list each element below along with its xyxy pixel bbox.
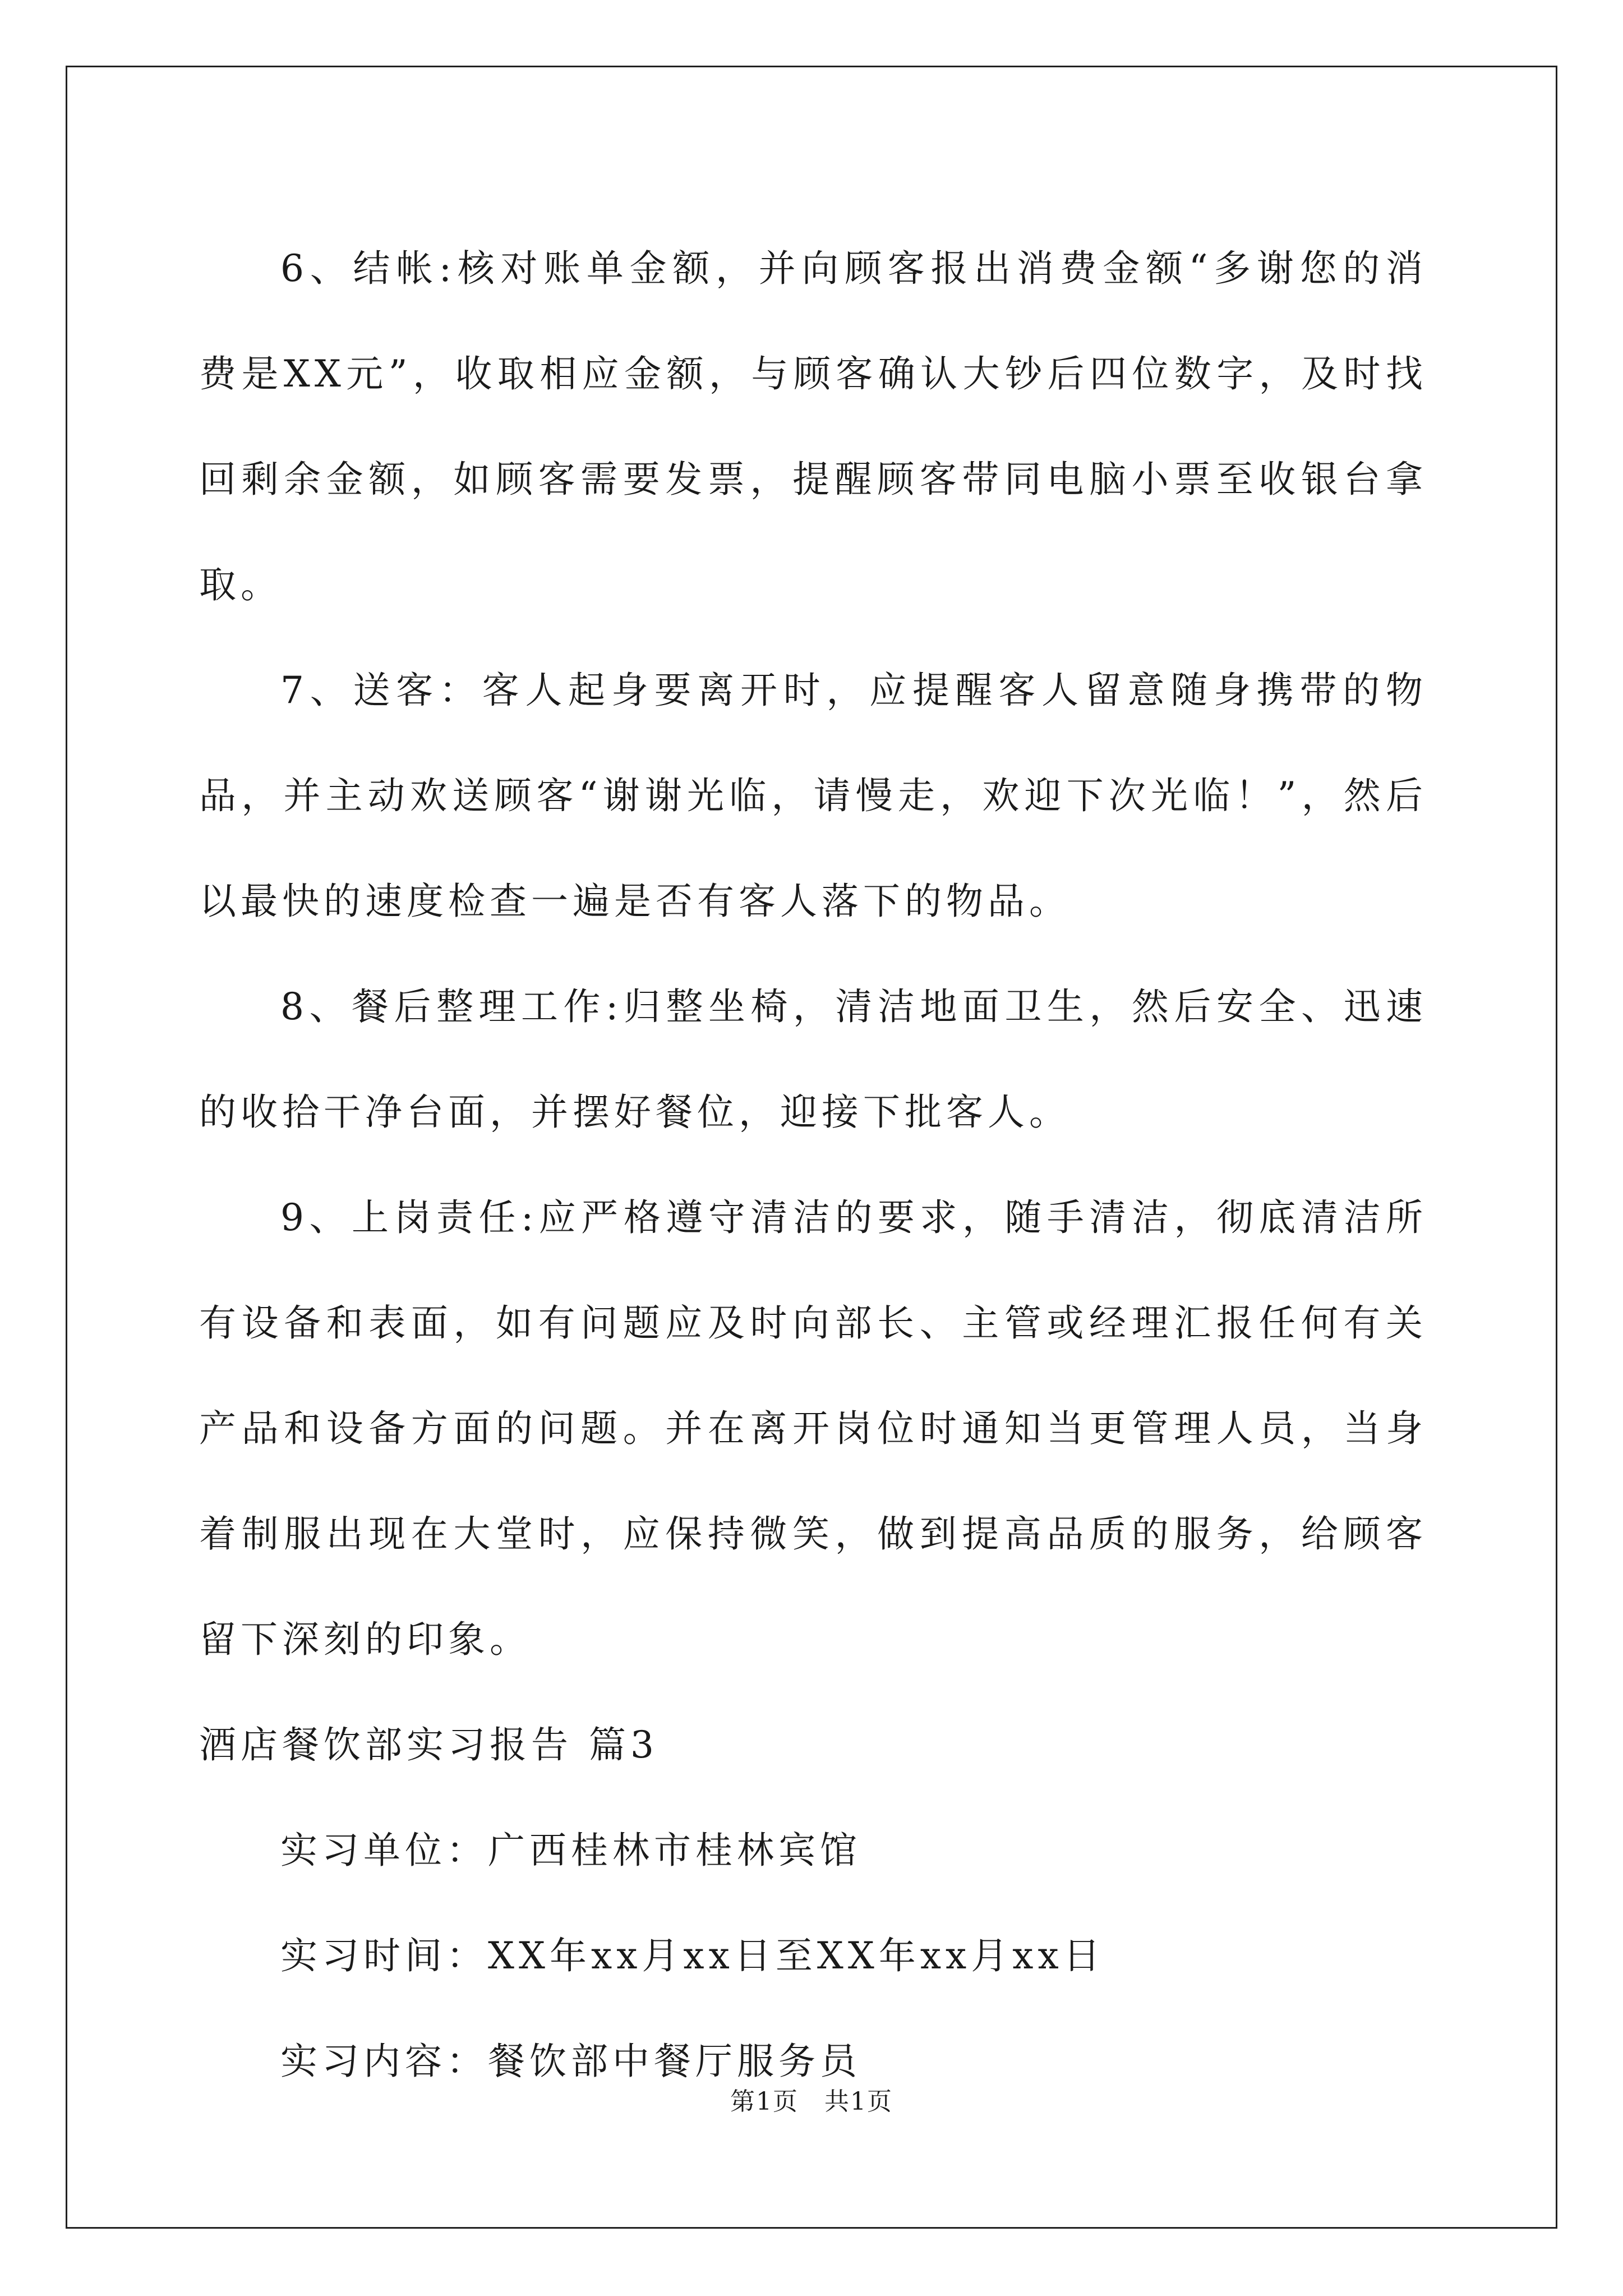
paragraph-duty: 9、上岗责任:应严格遵守清洁的要求，随手清洁，彻底清洁所有设备和表面，如有问题应及时向部长、主管或经理汇报任何有关产品和设备方面的问题。并在离开岗位时通知当更管理人员，当身着制服出现在大堂时，应保持微笑，做到提高品质的服务，给顾客留下深刻的印象。 bbox=[199, 1196, 1427, 1661]
page-footer: 第1页 共1页 bbox=[730, 2087, 893, 2116]
paragraph-checkout: 6、结帐:核对账单金额，并向顾客报出消费金额“多谢您的消费是XX元”，收取相应金额，与顾客确认大钞后四位数字，及时找回剩余金额，如顾客需要发票，提醒顾客带同电脑小票至收银台拿取。 bbox=[199, 247, 1427, 606]
paragraph-cleanup: 8、餐后整理工作:归整坐椅，清洁地面卫生，然后安全、迅速的收拾干净台面，并摆好餐位，迎接下批客人。 bbox=[199, 985, 1427, 1134]
paragraph-seeing-off: 7、送客：客人起身要离开时，应提醒客人留意随身携带的物品，并主动欢送顾客“谢谢光临，请慢走，欢迎下次光临！”，然后以最快的速度检查一遍是否有客人落下的物品。 bbox=[199, 669, 1427, 923]
detail-time: 实习时间：XX年xx月xx日至XX年xx月xx日 bbox=[280, 1934, 1105, 1977]
section-title: 酒店餐饮部实习报告 篇3 bbox=[199, 1723, 658, 1766]
detail-unit: 实习单位：广西桂林市桂林宾馆 bbox=[280, 1829, 861, 1872]
detail-content: 实习内容：餐饮部中餐厅服务员 bbox=[280, 2040, 861, 2083]
document-body bbox=[199, 216, 1427, 2114]
